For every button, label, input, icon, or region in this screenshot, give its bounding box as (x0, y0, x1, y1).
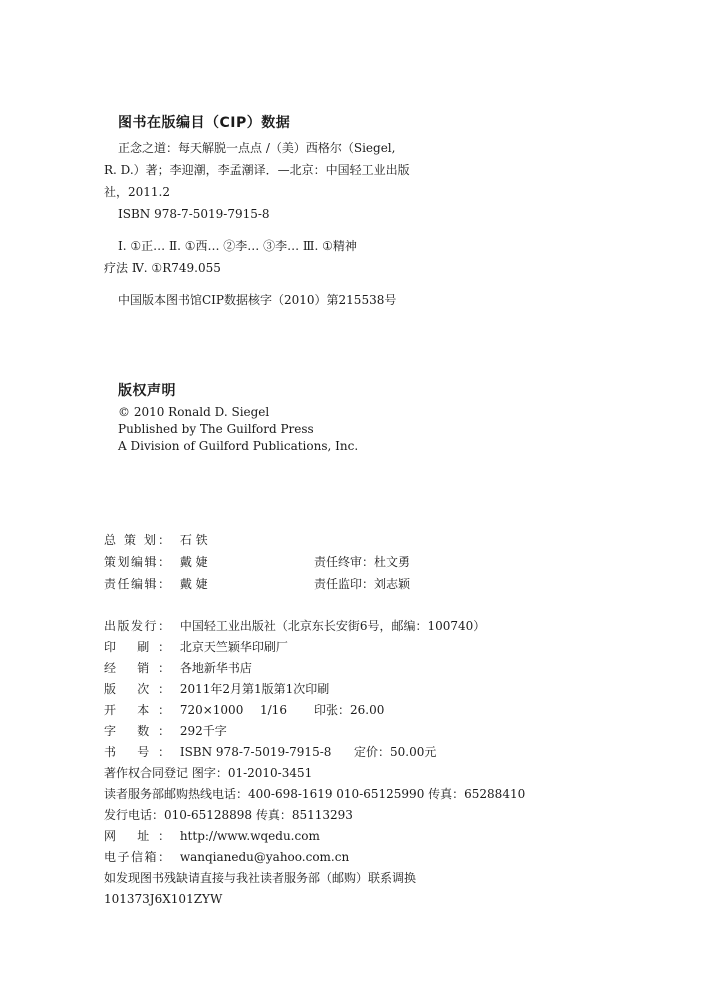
hotline: 400-698-1619 010-65125990 传真：65288410 (248, 787, 526, 801)
planning-editor-label: 策划编辑： (104, 555, 170, 569)
edition-label: 版 次： (104, 682, 170, 696)
format-label: 开 本： (104, 703, 170, 717)
cip-classification-1: Ⅰ. ①正… Ⅱ. ①西… ②李… ③李… Ⅲ. ①精神 (118, 239, 357, 253)
chief-planner: 石 铁 (179, 533, 208, 547)
defect-notice: 如发现图书残缺请直接与我社读者服务部（邮购）联系调换 (104, 871, 417, 885)
word-count: 292千字 (179, 724, 227, 738)
word-count-row (104, 721, 227, 741)
format-fraction: 1/16 (260, 703, 287, 717)
website-label: 网 址： (104, 829, 170, 843)
cip-classification-2: 疗法 Ⅳ. ①R749.055 (104, 261, 221, 275)
edition: 2011年2月第1版第1次印刷 (179, 682, 330, 696)
publisher: 中国轻工业出版社（北京东长安街6号，邮编：100740） (179, 619, 486, 633)
printer: 北京天竺颖华印刷厂 (179, 640, 288, 654)
printer-row (104, 637, 288, 657)
distributor: 各地新华书店 (179, 661, 252, 675)
word-count-label: 字 数： (104, 724, 170, 738)
cip-isbn: ISBN 978-7-5019-7915-8 (118, 207, 270, 221)
publisher-row (104, 616, 485, 636)
website: http://www.wqedu.com (179, 829, 320, 843)
copyright-line-2: Published by The Guilford Press (118, 422, 314, 436)
website-row (104, 826, 320, 846)
cip-line-2: R. D.）著；李迎潮，李孟潮译．—北京：中国轻工业出版 (104, 163, 410, 177)
hotline-label: 读者服务部邮购热线电话： (104, 787, 249, 801)
copyright-line-1: © 2010 Ronald D. Siegel (118, 405, 270, 419)
email-label: 电子信箱： (104, 850, 170, 864)
email-row (104, 847, 349, 867)
isbn-row (104, 742, 524, 762)
responsible-editor: 戴 婕 (179, 577, 208, 591)
format: 720×1000 (179, 703, 244, 717)
cip-heading: 图书在版编目（CIP）数据 (118, 115, 291, 131)
issue-phone-label: 发行电话： (104, 808, 165, 822)
supervisor-label: 责任监印： (314, 577, 375, 591)
supervisor-value: 刘志颖 (374, 577, 411, 591)
isbn: ISBN 978-7-5019-7915-8 (179, 745, 332, 759)
final-review (314, 552, 410, 572)
publisher-label: 出版发行： (104, 619, 170, 633)
sheets: 印张：26.00 (314, 703, 385, 717)
chief-planner-label: 总 策 划： (104, 533, 170, 547)
responsible-editor-row (104, 574, 524, 594)
issue-phone-row (104, 805, 353, 825)
copyright-block (118, 404, 358, 455)
hotline-row (104, 784, 525, 804)
cip-line-1: 正念之道：每天解脱一点点 /（美）西格尔（Siegel, (118, 141, 396, 155)
final-review-label: 责任终审： (314, 555, 375, 569)
contract-registration: 著作权合同登记 图字：01-2010-3451 (104, 766, 313, 780)
responsible-editor-label: 责任编辑： (104, 577, 170, 591)
format-row (104, 700, 524, 720)
print-supervisor (314, 574, 410, 594)
planning-editor: 戴 婕 (179, 555, 208, 569)
edition-row (104, 679, 329, 699)
copyright-heading: 版权声明 (118, 383, 176, 399)
book-code: 101373J6X101ZYW (104, 892, 223, 906)
distributor-label: 经 销： (104, 661, 170, 675)
chief-planner-row (104, 530, 208, 550)
cip-data-block (104, 137, 424, 311)
cip-number: 中国版本图书馆CIP数据核字（2010）第215538号 (118, 293, 397, 307)
final-review-value: 杜文勇 (374, 555, 411, 569)
price: 定价：50.00元 (354, 745, 437, 759)
planning-editor-row (104, 552, 524, 572)
email: wanqianedu@yahoo.com.cn (179, 850, 350, 864)
issue-phone: 010-65128898 传真：85113293 (164, 808, 353, 822)
distributor-row (104, 658, 252, 678)
cip-line-3: 社，2011.2 (104, 185, 170, 199)
copyright-line-3: A Division of Guilford Publications, Inc. (118, 439, 359, 453)
isbn-label: 书 号： (104, 745, 170, 759)
printer-label: 印 刷： (104, 640, 170, 654)
